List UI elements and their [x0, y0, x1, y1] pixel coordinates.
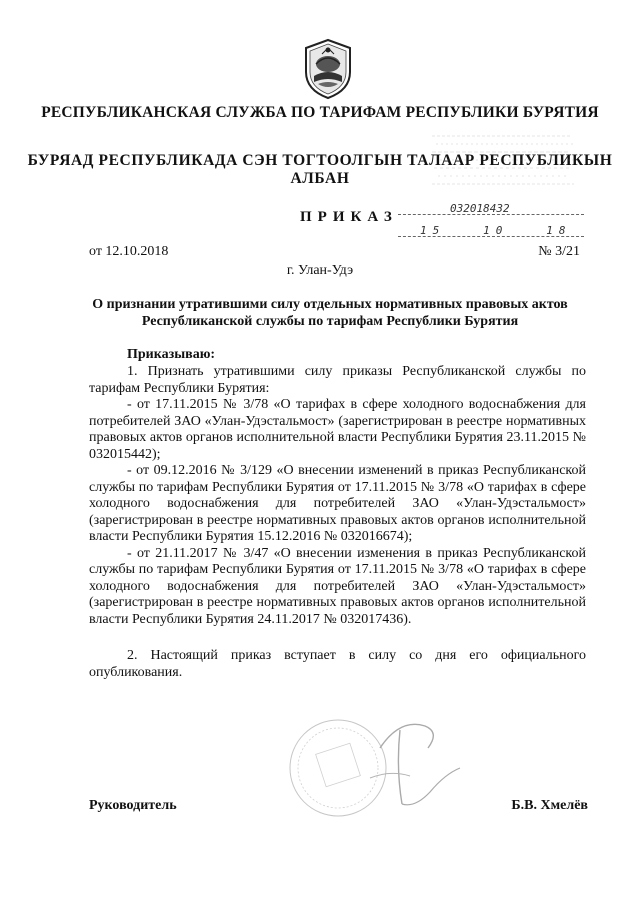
order-date: от 12.10.2018	[89, 244, 169, 259]
order-body	[89, 364, 586, 681]
order-number: № 3/21	[538, 244, 580, 259]
item-2: 2. Настоящий приказ вступает в силу со дня его официального опубликования.	[89, 648, 586, 680]
document-type-title: ПРИКАЗ	[300, 209, 398, 225]
seal-and-signature	[250, 708, 480, 823]
registration-number: 032018432	[450, 202, 510, 215]
handwritten-signature-icon	[370, 724, 460, 804]
document-heading: О признании утратившими силу отдельных нормативных правовых актов Республиканской службы по тарифам Республики Бурятия	[92, 297, 568, 329]
item-1-c: - от 21.11.2017 № 3/47 «О внесении изменения в приказ Республиканской службы по тарифам Республики Бурятия от 17.11.2015 № 3/78 «О тарифах в сфере холодного водоснабжения для потребителей ЗАО «Улан-Удэстальмост» (зарегистрирован в реестре нормативных правовых актов органов исполнительной власти Республики Бурятия 24.11.2017 № 032017436).	[89, 545, 586, 627]
round-seal-icon	[290, 720, 386, 816]
coat-of-arms-buryatia-icon	[300, 38, 356, 100]
organization-name-ru: РЕСПУБЛИКАНСКАЯ СЛУЖБА ПО ТАРИФАМ РЕСПУБЛИКИ БУРЯТИЯ	[41, 104, 599, 121]
signatory-name: Б.В. Хмелёв	[511, 798, 588, 813]
registration-stamp	[398, 200, 584, 242]
city: г. Улан-Удэ	[286, 263, 354, 278]
order-word: Приказываю:	[127, 347, 216, 362]
item-1-a: - от 17.11.2015 № 3/78 «О тарифах в сфере холодного водоснабжения для потребителей ЗАО «Улан-Удэстальмост» (зарегистрирован в реестре нормативных правовых актов органов исполнительной власти Республики Бурятия 23.11.2015 № 032015442);	[89, 397, 586, 462]
organization-name-bur: БУРЯАД РЕСПУБЛИКАДА СЭН ТОГТООЛГЫН ТАЛААР РЕСПУБЛИКЫН АЛБАН	[27, 152, 613, 187]
item-1-b: - от 09.12.2016 № 3/129 «О внесении изменений в приказ Республиканской службы по тарифам Республики Бурятия от 17.11.2015 № 3/78 «О тарифах в сфере холодного водоснабжения для потребителей ЗАО «Улан-Удэстальмост» (зарегистрирован в реестре нормативных правовых актов органов исполнительной власти Республики Бурятия 15.12.2016 № 032016674);	[89, 463, 586, 544]
item-1-intro: 1. Признать утратившими силу приказы Республиканской службы по тарифам Республики Бурятия:	[89, 364, 586, 396]
registration-date: 15 10 18	[420, 224, 572, 237]
signatory-title: Руководитель	[89, 798, 177, 813]
registration-stamp-block	[430, 130, 580, 192]
